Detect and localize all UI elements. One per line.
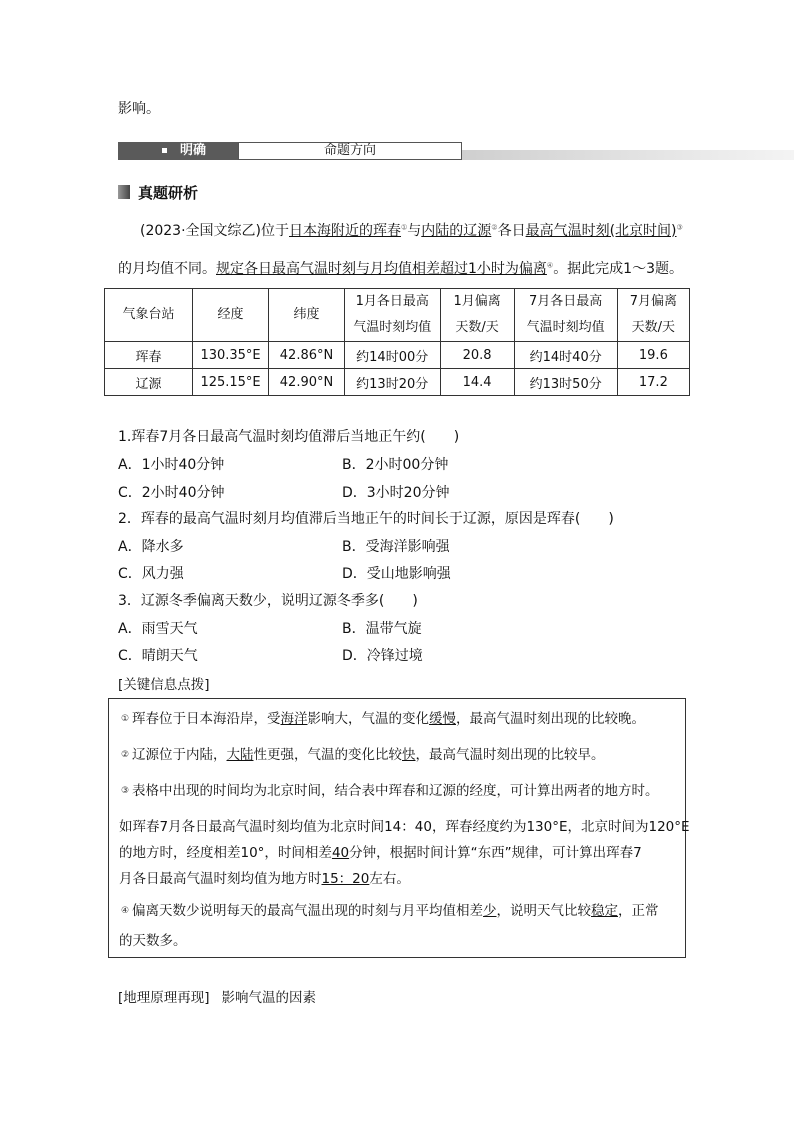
section-banner — [118, 142, 678, 162]
table-cell: 125.15°E — [192, 369, 268, 396]
question-2-stem: 2．珲春的最高气温时刻月均值滞后当地正午的时间长于辽源，原因是珲春( ) — [118, 511, 614, 527]
intro-text: 。据此完成1～3题。 — [553, 261, 684, 277]
marker: ④ — [546, 261, 554, 270]
key-item-3-line2: 如珲春7月各日最高气温时刻均值为北京时间14：40，珲春经度约为130°E，北京时间为120°E — [119, 819, 690, 835]
intro-text: 的月均值不同。 — [118, 261, 216, 277]
key-text: ，最高气温时刻出现的比较早。 — [415, 747, 605, 763]
table-cell: 14.4 — [440, 369, 514, 396]
key-item-4-line2: 的天数多。 — [119, 933, 187, 949]
weather-station-table — [104, 288, 690, 396]
key-text: 性更强，气温的变化比较 — [253, 747, 402, 763]
key-text: 珲春位于日本海沿岸，受 — [132, 711, 281, 727]
table-cell: 约13时50分 — [514, 369, 617, 396]
intro-text: 与 — [407, 223, 422, 239]
footer-title: 影响气温的因素 — [221, 990, 317, 1006]
key-item-3-line4 — [119, 867, 410, 887]
circled-number-icon: ① — [120, 714, 130, 724]
question-2-option-c[interactable]: C．风力强 — [118, 566, 184, 582]
question-intro-line1 — [140, 220, 683, 240]
circled-number-icon: ② — [120, 750, 130, 760]
circled-number-icon: ③ — [120, 786, 130, 796]
key-underline: 缓慢 — [429, 711, 456, 727]
key-underline: 少 — [483, 903, 497, 919]
key-text: 左右。 — [369, 871, 410, 887]
table-cell: 约13时20分 — [344, 369, 440, 396]
table-cell: 辽源 — [105, 369, 193, 396]
table-header-cell: 气象台站 — [105, 289, 193, 342]
table-header-cell: 经度 — [192, 289, 268, 342]
question-3-option-c[interactable]: C．晴朗天气 — [118, 648, 198, 664]
table-header-row — [105, 289, 690, 342]
question-1-option-d[interactable]: D．3小时20分钟 — [342, 485, 450, 501]
intro-underline: 内陆的辽源 — [421, 223, 492, 239]
question-3-stem: 3．辽源冬季偏离天数少，说明辽源冬季多( ) — [118, 593, 418, 609]
key-text: ，正常 — [618, 903, 659, 919]
table-cell: 约14时40分 — [514, 342, 617, 369]
question-2-option-b[interactable]: B．受海洋影响强 — [342, 539, 450, 555]
key-item-2 — [119, 743, 605, 763]
table-cell: 20.8 — [440, 342, 514, 369]
intro-underline: 最高气温时刻(北京时间) — [525, 223, 677, 239]
question-3-option-a[interactable]: A．雨雪天气 — [118, 621, 198, 637]
key-item-3 — [119, 779, 659, 799]
table-header-cell: 1月各日最高 气温时刻均值 — [344, 289, 440, 342]
intro-underline: 日本海附近的珲春 — [289, 223, 402, 239]
key-underline: 海洋 — [280, 711, 308, 727]
key-info-box — [108, 698, 690, 958]
table-header-cell: 纬度 — [269, 289, 345, 342]
key-underline: 快 — [402, 747, 416, 763]
footer-line — [118, 986, 316, 1006]
table-header-cell: 1月偏离 天数/天 — [440, 289, 514, 342]
banner-right-label: 命题方向 — [238, 142, 462, 160]
key-item-3-line3 — [119, 841, 642, 861]
question-3-option-d[interactable]: D．冷锋过境 — [342, 648, 423, 664]
key-item-1 — [119, 707, 645, 727]
key-text: 的地方时，经度相差10°，时间相差 — [119, 845, 332, 861]
question-3-option-b[interactable]: B．温带气旋 — [342, 621, 422, 637]
key-underline: 稳定 — [591, 903, 618, 919]
table-cell: 珲春 — [105, 342, 193, 369]
marker: ① — [401, 223, 408, 232]
marker: ③ — [676, 223, 683, 232]
circled-number-icon: ④ — [120, 906, 130, 916]
key-info-label: [关键信息点拨] — [118, 677, 210, 693]
table-header-cell: 7月偏离 天数/天 — [617, 289, 689, 342]
footer-label: [地理原理再现] — [118, 990, 210, 1006]
table-cell: 19.6 — [617, 342, 689, 369]
banner-left-label: 明确 — [180, 143, 207, 158]
table-cell: 17.2 — [617, 369, 689, 396]
key-text: 影响大，气温的变化 — [307, 711, 429, 727]
question-1-option-a[interactable]: A．1小时40分钟 — [118, 457, 225, 473]
key-item-4 — [119, 899, 659, 919]
heading-block-icon — [118, 185, 130, 199]
banner-divider — [462, 150, 794, 160]
intro-text: 各日 — [497, 223, 526, 239]
table-row — [105, 369, 690, 396]
question-1-stem: 1.珲春7月各日最高气温时刻均值滞后当地正午约( ) — [118, 429, 460, 445]
question-2-option-a[interactable]: A．降水多 — [118, 539, 184, 555]
table-header-cell: 7月各日最高 气温时刻均值 — [514, 289, 617, 342]
intro-underline: 规定各日最高气温时刻与月均值相差超过1小时为偏离 — [216, 261, 547, 277]
key-text: ，说明天气比较 — [496, 903, 591, 919]
key-underline: 大陆 — [226, 747, 254, 763]
table-cell: 42.86°N — [269, 342, 345, 369]
key-text: 偏离天数少说明每天的最高气温出现的时刻与月平均值相差 — [132, 903, 483, 919]
table-cell: 42.90°N — [269, 369, 345, 396]
square-icon — [162, 148, 167, 153]
key-text: 辽源位于内陆， — [132, 747, 227, 763]
key-text: ，最高气温时刻出现的比较晚。 — [456, 711, 645, 727]
key-text: 月各日最高气温时刻均值为地方时 — [119, 871, 322, 887]
key-text: 分钟，根据时间计算“东西”规律，可计算出珲春7 — [349, 845, 642, 861]
marker: ② — [491, 223, 498, 232]
intro-text: (2023·全国文综乙)位于 — [140, 223, 290, 239]
table-row — [105, 342, 690, 369]
intro-tail: 影响。 — [118, 101, 160, 117]
section-title: 真题研析 — [138, 184, 199, 202]
question-2-option-d[interactable]: D．受山地影响强 — [342, 566, 451, 582]
question-intro-line2 — [118, 258, 683, 278]
key-text: 表格中出现的时间均为北京时间，结合表中珲春和辽源的经度，可计算出两者的地方时。 — [132, 783, 659, 799]
banner-left — [118, 142, 238, 160]
question-1-option-c[interactable]: C．2小时40分钟 — [118, 485, 225, 501]
key-underline: 40 — [331, 845, 350, 861]
key-underline: 15：20 — [321, 871, 370, 887]
table-cell: 约14时00分 — [344, 342, 440, 369]
table-cell: 130.35°E — [192, 342, 268, 369]
question-1-option-b[interactable]: B．2小时00分钟 — [342, 457, 449, 473]
